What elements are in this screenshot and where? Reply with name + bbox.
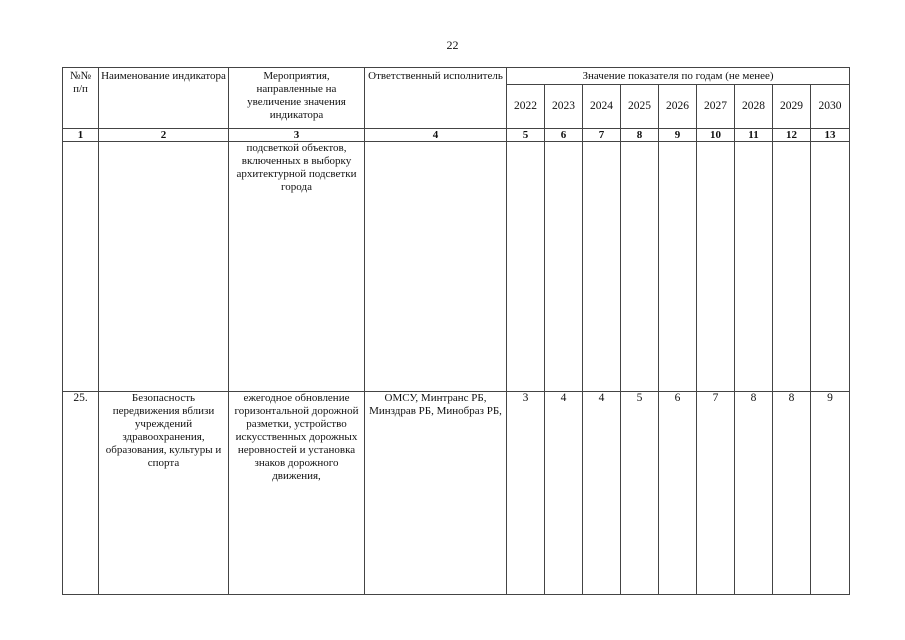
- year-value: [621, 142, 659, 391]
- page-number: 22: [446, 38, 459, 52]
- header-year: 2023: [545, 85, 583, 129]
- year-value: [583, 142, 621, 391]
- responsible-text: [365, 142, 507, 391]
- column-number: 13: [811, 129, 850, 142]
- row-number: [63, 142, 99, 391]
- indicator-name: [99, 142, 229, 391]
- column-number: 6: [545, 129, 583, 142]
- header-year: 2022: [507, 85, 545, 129]
- row-number: 25.: [63, 391, 99, 594]
- column-number: 12: [773, 129, 811, 142]
- header-measures: Мероприятия, направленные на увеличение значения индикатора: [229, 68, 365, 129]
- year-value: 4: [583, 391, 621, 594]
- year-value: [659, 142, 697, 391]
- year-value: [697, 142, 735, 391]
- header-row-number: №№ п/п: [63, 68, 99, 129]
- year-value: 3: [507, 391, 545, 594]
- column-number: 3: [229, 129, 365, 142]
- column-number: 7: [583, 129, 621, 142]
- year-value: [811, 142, 850, 391]
- column-number: 11: [735, 129, 773, 142]
- column-number: 8: [621, 129, 659, 142]
- column-number: 1: [63, 129, 99, 142]
- indicator-name: Безопасность передвижения вблизи учреждений здравоохранения, образования, культуры и спорта: [99, 391, 229, 594]
- year-value: 4: [545, 391, 583, 594]
- year-value: 8: [773, 391, 811, 594]
- year-value: 8: [735, 391, 773, 594]
- header-years-group: Значение показателя по годам (не менее): [507, 68, 850, 85]
- year-value: [545, 142, 583, 391]
- header-year: 2024: [583, 85, 621, 129]
- year-value: 6: [659, 391, 697, 594]
- header-year: 2025: [621, 85, 659, 129]
- year-value: [773, 142, 811, 391]
- header-year: 2028: [735, 85, 773, 129]
- header-year: 2026: [659, 85, 697, 129]
- year-value: [507, 142, 545, 391]
- table-row: [63, 391, 850, 594]
- header-year: 2029: [773, 85, 811, 129]
- table-row: [63, 142, 850, 391]
- column-number: 10: [697, 129, 735, 142]
- year-value: 9: [811, 391, 850, 594]
- column-number: 4: [365, 129, 507, 142]
- measures-text: подсветкой объектов, включенных в выборку архитектурной подсветки города: [229, 142, 365, 391]
- year-value: 5: [621, 391, 659, 594]
- measures-text: ежегодное обновление горизонтальной дорожной разметки, устройство искусственных дорожных неровностей и установка знаков дорожного движения,: [229, 391, 365, 594]
- indicator-table: [62, 67, 850, 595]
- year-value: [735, 142, 773, 391]
- year-value: 7: [697, 391, 735, 594]
- column-number: 5: [507, 129, 545, 142]
- column-number: 2: [99, 129, 229, 142]
- column-number: 9: [659, 129, 697, 142]
- header-year: 2027: [697, 85, 735, 129]
- header-indicator-name: Наименование индикатора: [99, 68, 229, 129]
- header-responsible: Ответственный исполнитель: [365, 68, 507, 129]
- responsible-text: ОМСУ, Минтранс РБ, Минздрав РБ, Минобраз РБ,: [365, 391, 507, 594]
- header-year: 2030: [811, 85, 850, 129]
